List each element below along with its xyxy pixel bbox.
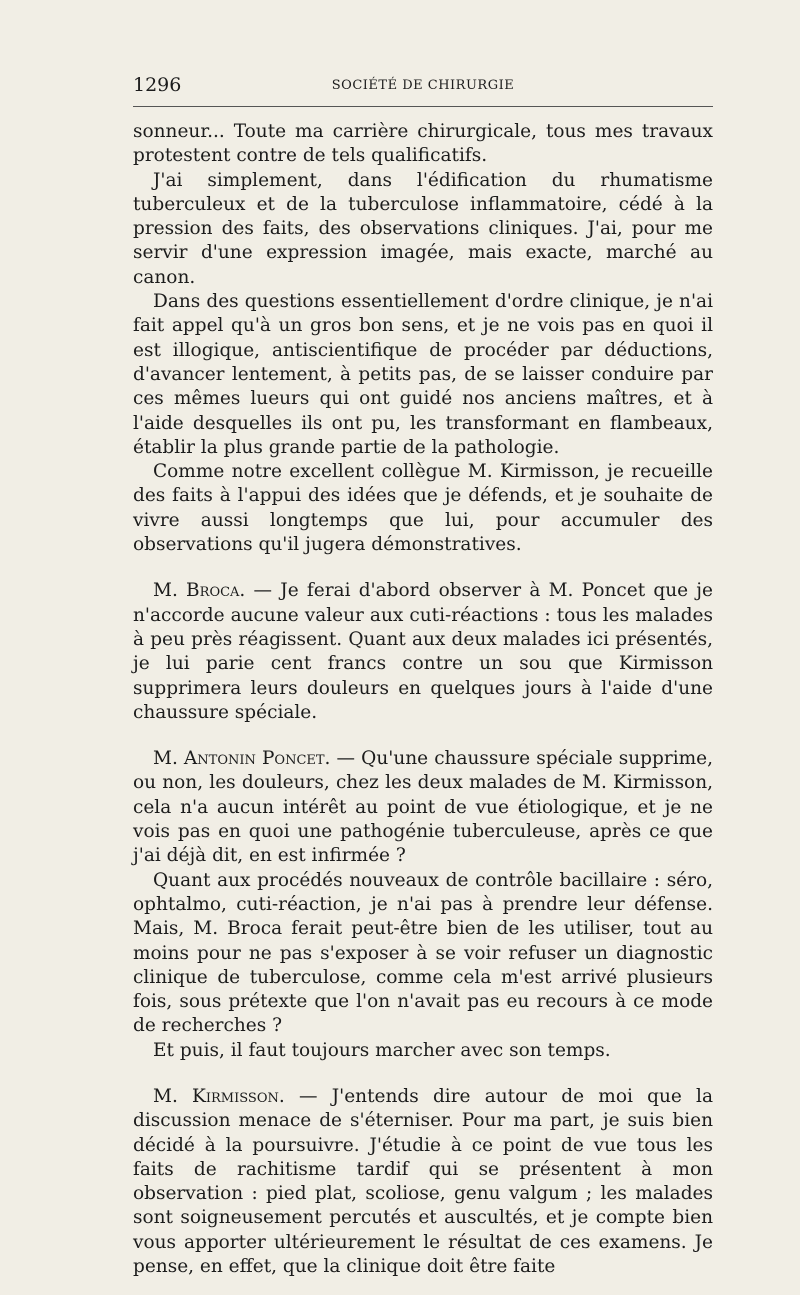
paragraph: Et puis, il faut toujours marcher avec son temps. (153, 1039, 611, 1061)
speaker-name: M. Broca. (153, 580, 246, 602)
running-title: SOCIÉTÉ DE CHIRURGIE (331, 78, 515, 93)
paragraph-kirmisson (133, 1085, 713, 1279)
speech-text: — J'entends dire autour de moi que la discussion menace de s'éterniser. Pour ma part, je suis bien décidé à la poursuivre. J'étudie à ce point de vue tous les faits de rachitisme tardif qui se présentent à mon observation : pied plat, scoliose, genu valgum ; les malades sont soigneusement percutés et auscultés, et je compte bien vous apporter ultérieurement le résultat de ces examens. Je pense, en effet, que la clinique doit être faite (133, 1085, 713, 1278)
paragraph: sonneur... Toute ma carrière chirurgicale, tous mes travaux protestent contre de tels qualificatifs. (133, 121, 713, 167)
body-text (133, 120, 713, 1279)
page-number: 1296 (133, 74, 182, 96)
paragraph-broca (133, 579, 713, 725)
paragraph: Comme notre excellent collègue M. Kirmisson, je recueille des faits à l'appui des idées que je défends, et je souhaite de vivre aussi longtemps que lui, pour accumuler des observations qu'il jugera démonstratives. (133, 461, 713, 556)
speaker-name: M. Kirmisson. (153, 1085, 285, 1107)
paragraph: Dans des questions essentiellement d'ordre clinique, je n'ai fait appel qu'à un gros bon sens, et je ne vois pas en quoi il est illogique, antiscientifique de procéder par déductions, d'avancer lentement, à petits pas, de se laisser conduire par ces mêmes lueurs qui ont guidé nos anciens maîtres, et à l'aide desquelles ils ont pu, les transformant en flambeaux, établir la plus grande partie de la pathologie. (133, 291, 713, 458)
speech-text: — Je ferai d'abord observer à M. Poncet que je n'accorde aucune valeur aux cuti-réactions : tous les malades à peu près réagissent. Quant aux deux malades ici présentés, je lui parie cent francs contre un sou que Kirmisson supprimera leurs douleurs en quelques jours à l'aide d'une chaussure spéciale. (133, 580, 713, 723)
paragraph-poncet (133, 747, 713, 868)
speaker-name: M. Antonin Poncet. (153, 748, 331, 770)
header-rule (133, 106, 713, 107)
speech-text: — Qu'une chaussure spéciale supprime, ou non, les douleurs, chez les deux malades de M. Kirmisson, cela n'a aucun intérêt au point de vue étiologique, et je ne vois pas en quoi une pathogénie tuberculeuse, après ce que j'ai déjà dit, en est infirmée ? (133, 748, 713, 867)
paragraph: Quant aux procédés nouveaux de contrôle bacillaire : séro, ophtalmo, cuti-réaction, je n'ai pas à prendre leur défense. Mais, M. Broca ferait peut-être bien de les utiliser, tout au moins pour ne pas s'exposer à se voir refuser un diagnostic clinique de tuberculose, comme cela m'est arrivé plusieurs fois, sous prétexte que l'on n'avait pas eu recours à ce mode de recherches ? (133, 869, 713, 1037)
page-header (133, 70, 713, 100)
paragraph: J'ai simplement, dans l'édification du rhumatisme tuberculeux et de la tuberculose inflammatoire, cédé à la pression des faits, des observations cliniques. J'ai, pour me servir d'une expression imagée, mais exacte, marché au canon. (133, 169, 713, 288)
